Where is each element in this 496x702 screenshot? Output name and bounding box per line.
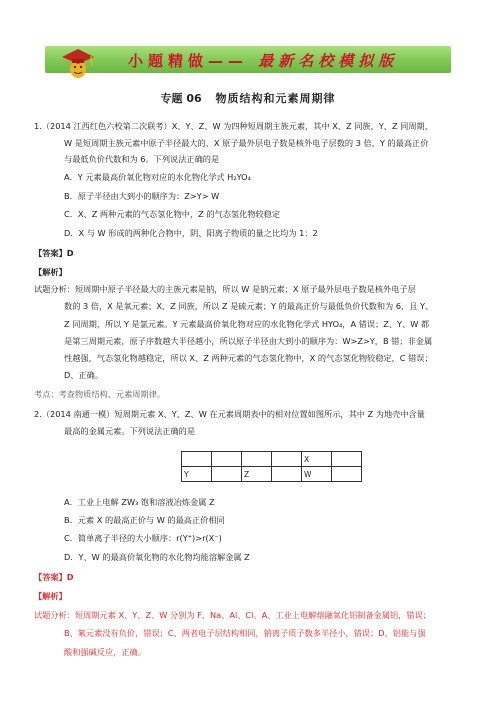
q1-option-a: A．Y 元素最高价氧化物对应的水化物化学式 H₂YO₄ bbox=[64, 172, 251, 182]
q2-answer: 【答案】D bbox=[34, 572, 74, 582]
q1-analysis-line2: 数的 3 倍，X 是氧元素；X、Z 同族，所以 Z 是硫元素；Y 的最高正价与最低负价代数和为 6，且 Y、 bbox=[64, 301, 434, 311]
table-cell: X bbox=[302, 452, 332, 467]
q1-answer: 【答案】D bbox=[34, 248, 74, 258]
q2-option-a: A．工业上电解 ZW₃ 饱和溶液冶炼金属 Z bbox=[64, 497, 215, 507]
q2-analysis-line2: B、氟元素没有负价，错误；C、两者电子层结构相同，钠离子质子数多半径小，错误；D、铝能与强 bbox=[64, 628, 426, 638]
q1-kaodian: 考点：考查物质结构、元素周期律。 bbox=[34, 389, 166, 399]
q1-option-b: B．原子半径由大到小的顺序为：Z>Y> W bbox=[64, 191, 220, 201]
table-cell bbox=[332, 467, 362, 482]
q1-stem-line2: W 是短周期主族元素中原子半径最大的，X 原子最外层电子数是核外电子层数的 3 倍，Y 的最高正价 bbox=[64, 138, 429, 148]
table-cell: W bbox=[302, 467, 332, 482]
q2-stem-line1: 2.（2014 南通一模）短周期元素 X、Y、Z、W 在元素周期表中的相对位置如图所示，其中 Z 为地壳中含量 bbox=[34, 409, 425, 419]
table-cell bbox=[272, 467, 302, 482]
q2-stem-line2: 最高的金属元素。下列说法正确的是 bbox=[64, 426, 196, 436]
q1-stem-line1: 1.（2014 江西红色六校第二次联考）X、Y、Z、W 为四种短周期主族元素，其中 X、Z 同族，Y、Z 同周期， bbox=[34, 121, 433, 131]
q2-option-b: B．元素 X 的最高正价与 W 的最高正价相同 bbox=[64, 515, 225, 525]
q2-analysis-line1: 试题分析：短周期元素 X、Y、Z、W 分别为 F、Na、Al、Cl。A、工业上电解熔融氧化铝制备金属铝，错误； bbox=[34, 610, 431, 620]
banner-left-text: 小题精做—— bbox=[128, 52, 249, 70]
topic-heading bbox=[0, 90, 496, 106]
q2-option-c: C．简单离子半径的大小顺序：r(Y⁺)>r(X⁻) bbox=[64, 533, 222, 543]
q2-option-d: D．Y、W 的最高价氧化物的水化物均能溶解金属 Z bbox=[64, 552, 250, 562]
table-row bbox=[182, 467, 362, 482]
table-cell bbox=[272, 452, 302, 467]
q1-analysis-label: 【解析】 bbox=[34, 267, 67, 277]
q1-analysis-line1: 试题分析：短周期中原子半径最大的主族元素是钠，所以 W 是钠元素；X 原子最外层电子数是核外电子层 bbox=[34, 284, 416, 294]
table-cell: Y bbox=[182, 467, 212, 482]
banner-right-text: 最新名校模拟版 bbox=[258, 52, 399, 70]
topic-title: 物质结构和元素周期律 bbox=[215, 92, 336, 105]
q1-analysis-line4: 是第三周期元素，原子序数越大半径越小，所以原子半径由大到小的顺序为：W>Z>Y，B 错；非金属 bbox=[64, 336, 433, 346]
table-cell bbox=[182, 452, 212, 467]
q1-analysis-line5: 性越强，气态氢化物越稳定，所以 X、Z 两种元素的气态氢化物中，X 的气态氢化物较稳定，C 错误； bbox=[64, 353, 433, 363]
table-cell bbox=[212, 467, 242, 482]
table-cell: Z bbox=[242, 467, 272, 482]
q1-stem-line3: 与最低负价代数和为 6。下列说法正确的是 bbox=[64, 154, 220, 164]
topic-number: 专题 06 bbox=[160, 92, 202, 105]
table-cell bbox=[212, 452, 242, 467]
banner-text bbox=[128, 50, 398, 71]
q2-analysis-line3: 酸和强碱反应，正确。 bbox=[64, 647, 146, 657]
table-cell bbox=[332, 452, 362, 467]
q2-analysis-label: 【解析】 bbox=[34, 591, 67, 601]
q1-analysis-line3: Z 同周期，所以 Y 是氯元素。Y 元素最高价氧化物对应的水化物化学式 HYO₄，A 错误；Z、Y、W 都 bbox=[64, 319, 430, 329]
table-cell bbox=[242, 452, 272, 467]
q1-analysis-line6: D、正确。 bbox=[64, 370, 104, 380]
graduation-cap-icon bbox=[58, 40, 98, 80]
q1-option-d: D．X 与 W 形成的两种化合物中，阴、阳离子物质的量之比均为 1：2 bbox=[64, 228, 318, 238]
q1-option-c: C．X、Z 两种元素的气态氢化物中，Z 的气态氢化物较稳定 bbox=[64, 209, 281, 219]
periodic-position-table bbox=[181, 451, 362, 482]
table-row bbox=[182, 452, 362, 467]
